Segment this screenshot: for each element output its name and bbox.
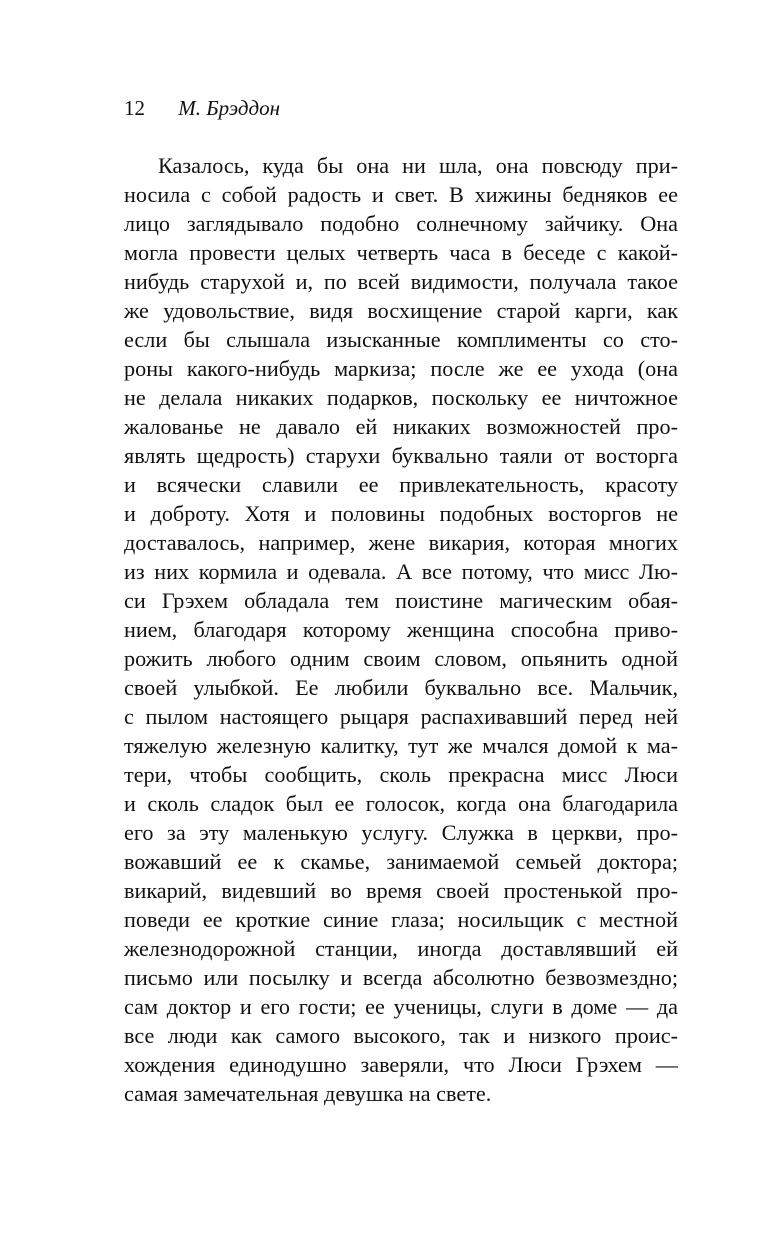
text-line: викарий, видевший во время своей простенькой про- xyxy=(124,878,678,903)
text-line: не делала никаких подарков, поскольку ее ничтожное xyxy=(124,385,678,410)
text-line: лицо заглядывало подобно солнечному зайчику. Она xyxy=(124,211,678,236)
text-line: носила с собой радость и свет. В хижины бедняков ее xyxy=(124,182,678,207)
text-line: Казалось, куда бы она ни шла, она повсюду при- xyxy=(158,153,678,178)
text-line: нибудь старухой и, по всей видимости, получала такое xyxy=(124,269,678,294)
text-line: все люди как самого высокого, так и низкого проис- xyxy=(124,1023,678,1048)
text-line: письмо или посылку и всегда абсолютно безвозмездно; xyxy=(124,965,678,990)
text-line: поведи ее кроткие синие глаза; носильщик с местной xyxy=(124,907,678,932)
text-line: если бы слышала изысканные комплименты со сто- xyxy=(124,327,678,352)
running-head xyxy=(124,94,280,122)
text-line: и всячески славили ее привлекательность, красоту xyxy=(124,472,678,497)
text-line: и сколь сладок был ее голосок, когда она благодарила xyxy=(124,791,678,816)
text-line: си Грэхем обладала тем поистине магическим обая- xyxy=(124,588,678,613)
text-line: тяжелую железную калитку, тут же мчался домой к ма- xyxy=(124,733,678,758)
text-line: с пылом настоящего рыцаря распахивавший перед ней xyxy=(124,704,678,729)
author-name: М. Брэддон xyxy=(178,96,280,120)
text-line: своей улыбкой. Ее любили буквально все. Мальчик, xyxy=(124,675,678,700)
text-line: и доброту. Хотя и половины подобных восторгов не xyxy=(124,501,678,526)
body-text xyxy=(124,151,678,1108)
text-line: из них кормила и одевала. А все потому, что мисс Лю- xyxy=(124,559,678,584)
text-line: жалованье не давало ей никаких возможностей про- xyxy=(124,414,678,439)
text-line: нием, благодаря которому женщина способна приво- xyxy=(124,617,678,642)
text-line: железнодорожной станции, иногда доставлявший ей xyxy=(124,936,678,961)
text-line: сам доктор и его гости; ее ученицы, слуги в доме — да xyxy=(124,994,678,1019)
text-line: роны какого-нибудь маркиза; после же ее ухода (она xyxy=(124,356,678,381)
text-line: его за эту маленькую услугу. Служка в церкви, про- xyxy=(124,820,678,845)
text-line: доставалось, например, жене викария, которая многих xyxy=(124,530,678,555)
text-line: самая замечательная девушка на свете. xyxy=(124,1081,492,1106)
page-number: 12 xyxy=(124,96,145,120)
text-line: могла провести целых четверть часа в беседе с какой- xyxy=(124,240,678,265)
text-line: же удовольствие, видя восхищение старой карги, как xyxy=(124,298,678,323)
text-line: вожавший ее к скамье, занимаемой семьей доктора; xyxy=(124,849,678,874)
text-line: рожить любого одним своим словом, опьянить одной xyxy=(124,646,678,671)
text-line: являть щедрость) старухи буквально таяли от восторга xyxy=(124,443,678,468)
text-line: хождения единодушно заверяли, что Люси Грэхем — xyxy=(124,1052,678,1077)
text-line: тери, чтобы сообщить, сколь прекрасна мисс Люси xyxy=(124,762,678,787)
